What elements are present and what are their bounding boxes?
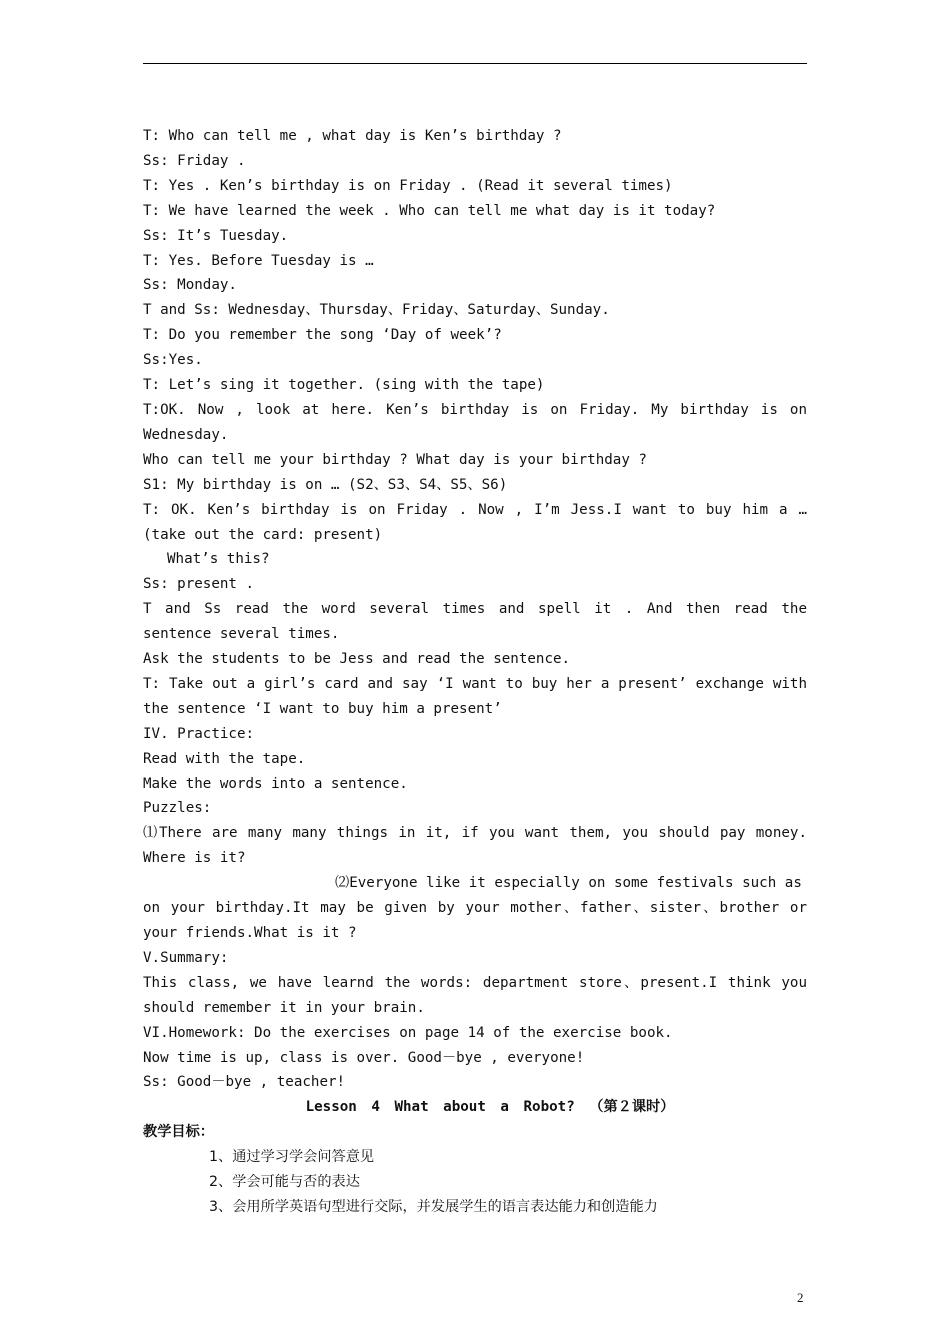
puzzle-2-start: ⑵Everyone like it especially on some festivals such as [335,875,802,892]
text-line: T: Who can tell me , what day is Ken’s birthday ? [143,128,562,144]
text-line: Ss: Monday. [143,277,237,294]
text-line: Ss:Yes. [143,352,203,369]
text-line: Ss: It’s Tuesday. [143,227,289,244]
text-line: T:OK. Now , look at here. Ken’s birthday is on Friday. My birthday is on Wednesday. [143,401,807,443]
section-heading-homework: VI.Homework: Do the exercises on page 14 of the exercise book. [143,1024,673,1041]
section-heading-practice: IV. Practice: [143,725,255,742]
text-line: Puzzles: [143,800,212,817]
text-line: T and Ss: Wednesday、Thursday、Friday、Saturday、Sunday. [143,302,610,319]
text-line: Who can tell me your birthday ? What day is your birthday ? [143,451,647,468]
header-rule [143,63,807,64]
text-line: What’s this? [167,551,270,568]
page-number: 2 [797,1290,804,1305]
document-body [143,124,807,1220]
goal-item: 3、会用所学英语句型进行交际，并发展学生的语言表达能力和创造能力 [209,1198,658,1215]
text-line: Read with the tape. [143,750,306,767]
text-line: Ss: Good－bye , teacher! [143,1074,346,1091]
text-line: Ss: Friday . [143,152,246,169]
text-line: Ask the students to be Jess and read the sentence. [143,651,571,668]
goal-item: 1、通过学习学会问答意见 [209,1149,375,1166]
text-line: T: OK. Ken’s birthday is on Friday . Now , I’m Jess.I want to buy him a … (take out the card: present) [143,501,807,543]
text-line: T: Take out a girl’s card and say ‘I want to buy her a present’ exchange with the sentence ‘I want to buy him a present’ [143,675,807,717]
text-line: This class, we have learnd the words: department store、present.I think you should remember it in your brain. [143,974,807,1016]
text-line: S1: My birthday is on … (S2、S3、S4、S5、S6) [143,476,508,493]
text-line: T: We have learned the week . Who can tell me what day is it today? [143,202,716,219]
text-line: Ss: present . [143,576,255,593]
text-line: T: Let’s sing it together. (sing with the tape) [143,377,545,394]
puzzle-1: ⑴There are many many things in it, if you want them, you should pay money. Where is it? [143,825,807,867]
text-line: Make the words into a sentence. [143,775,408,792]
goals-heading: 教学目标： [143,1124,214,1141]
text-line: T and Ss read the word several times and spell it . And then read the sentence several times. [143,601,807,643]
puzzle-2-rest: on your birthday.It may be given by your mother、father、sister、brother or your friends.What is it ? [143,900,807,941]
text-line: T: Yes . Ken’s birthday is on Friday . (Read it several times) [143,177,673,194]
lesson-title: Lesson 4 What about a Robot? （第２课时） [305,1099,675,1116]
text-line: T: Yes. Before Tuesday is … [143,252,374,269]
section-heading-summary: V.Summary: [143,949,229,966]
text-line: T: Do you remember the song ‘Day of week’? [143,327,502,344]
text-line: Now time is up, class is over. Good－bye , everyone! [143,1049,585,1066]
goal-item: 2、学会可能与否的表达 [209,1174,360,1191]
